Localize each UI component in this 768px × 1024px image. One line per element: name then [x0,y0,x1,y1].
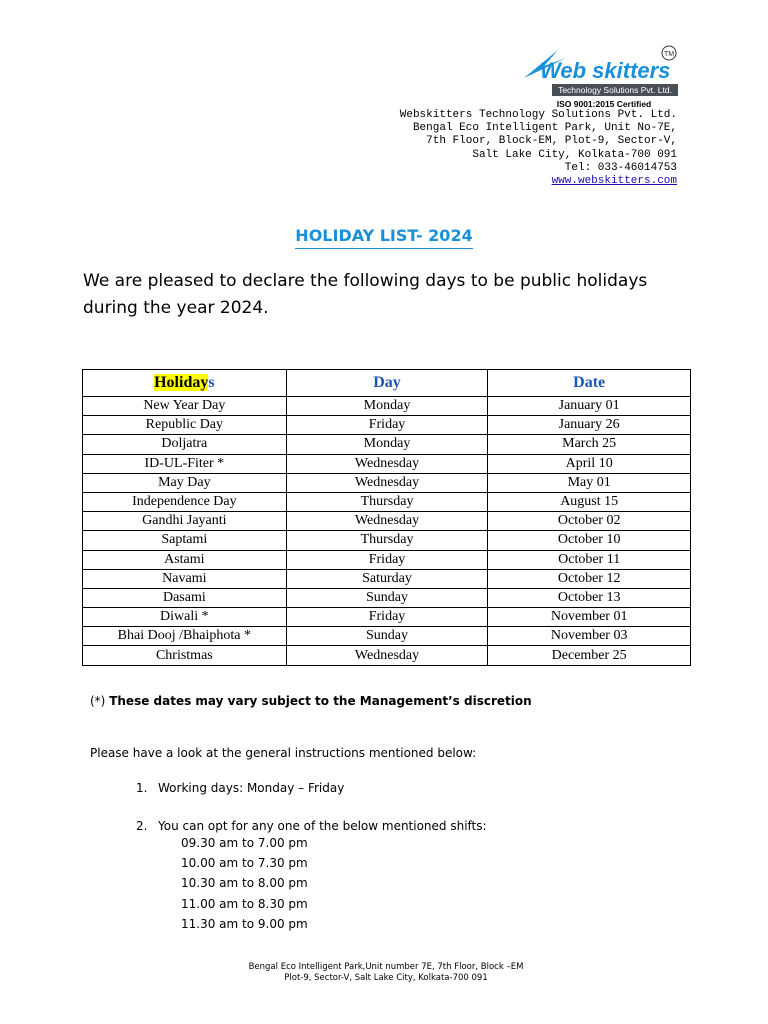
holiday-date: April 10 [488,454,691,473]
holiday-name: Doljatra [83,435,287,454]
holiday-day: Friday [286,608,488,627]
holiday-table [82,369,691,666]
table-header-row [83,370,691,397]
instruction-item-shifts [136,819,487,833]
table-row [83,397,691,416]
address-line: Salt Lake City, Kolkata-700 091 [472,148,677,161]
table-row [83,627,691,646]
holiday-name: ID-UL-Fiter * [83,454,287,473]
table-row [83,588,691,607]
shift-option: 10.30 am to 8.00 pm [181,876,308,891]
holiday-date: October 02 [488,512,691,531]
holiday-day: Wednesday [286,646,488,665]
holiday-date: March 25 [488,435,691,454]
header-date: Date [488,370,691,397]
holiday-name: Diwali * [83,608,287,627]
holiday-name: Independence Day [83,492,287,511]
table-row [83,492,691,511]
shift-option: 10.00 am to 7.30 pm [181,856,308,871]
holiday-date: August 15 [488,492,691,511]
document-title-wrap [0,226,768,249]
website-link[interactable]: www.webskitters.com [551,175,677,188]
holiday-day: Monday [286,435,488,454]
holiday-day: Wednesday [286,454,488,473]
list-number: 2. [136,819,148,833]
discretion-note [90,694,532,708]
intro-paragraph: We are pleased to declare the following days to be public holidays during the year 2024. [83,271,648,318]
address-line: Bengal Eco Intelligent Park, Unit No-7E, [412,122,677,135]
holiday-name: Dasami [83,588,287,607]
footer-line: Bengal Eco Intelligent Park,Unit number 7E, 7th Floor, Block –EM [248,962,524,972]
instruction-item-working-days [136,781,344,795]
table-row [83,416,691,435]
shift-option: 11.30 am to 9.00 pm [181,916,308,931]
holiday-day: Thursday [286,492,488,511]
holiday-day: Wednesday [286,512,488,531]
holiday-name: Navami [83,569,287,588]
holiday-day: Sunday [286,627,488,646]
holiday-name: Bhai Dooj /Bhaiphota * [83,627,287,646]
note-marker: (*) [90,694,106,708]
logo-certification: ISO 9001:2015 Certified [556,99,652,109]
holiday-date: January 26 [488,416,691,435]
table-row [83,646,691,665]
holiday-name: Astami [83,550,287,569]
holiday-day: Friday [286,550,488,569]
holiday-name: Gandhi Jayanti [83,512,287,531]
list-number: 1. [136,781,148,795]
table-row [83,454,691,473]
table-row [83,550,691,569]
holiday-date: November 01 [488,608,691,627]
holiday-name: Christmas [83,646,287,665]
holiday-date: October 12 [488,569,691,588]
holiday-date: January 01 [488,397,691,416]
header-holidays [83,370,287,397]
holiday-date: October 13 [488,588,691,607]
list-text: Working days: Monday – Friday [158,781,345,795]
table-row [83,473,691,492]
list-text: You can opt for any one of the below mentioned shifts: [158,819,487,833]
table-row [83,435,691,454]
holiday-day: Wednesday [286,473,488,492]
holiday-date: November 03 [488,627,691,646]
holiday-date: October 11 [488,550,691,569]
holiday-name: New Year Day [83,397,287,416]
instructions-intro: Please have a look at the general instructions mentioned below: [90,746,477,760]
logo-tagline: Technology Solutions Pvt. Ltd. [558,85,672,95]
shift-option: 09.30 am to 7.00 pm [181,836,308,850]
holiday-name: Republic Day [83,416,287,435]
address-line: 7th Floor, Block-EM, Plot-9, Sector-V, [426,135,677,148]
table-row [83,531,691,550]
logo-wordmark: Web skitters [540,58,671,83]
header-day: Day [286,370,488,397]
holiday-day: Monday [286,397,488,416]
holiday-day: Thursday [286,531,488,550]
header-suffix: s [208,374,215,391]
holiday-date: October 10 [488,531,691,550]
table-row [83,512,691,531]
holiday-date: May 01 [488,473,691,492]
holiday-day: Saturday [286,569,488,588]
holiday-name: May Day [83,473,287,492]
holiday-name: Saptami [83,531,287,550]
footer-line: Plot-9, Sector-V, Salt Lake City, Kolkata-700 091 [284,973,488,983]
company-logo [518,44,680,110]
phone-number: Tel: 033-46014753 [564,161,677,174]
holiday-day: Sunday [286,588,488,607]
shift-list [181,833,308,934]
holiday-day: Friday [286,416,488,435]
note-text: These dates may vary subject to the Management’s discretion [109,694,532,708]
logo-trademark: TM [663,51,675,58]
page-footer [0,962,768,984]
company-address [400,109,677,188]
address-line: Webskitters Technology Solutions Pvt. Ltd. [399,109,677,121]
table-row [83,569,691,588]
shift-option: 11.00 am to 8.30 pm [181,896,308,911]
holiday-date: December 25 [488,646,691,665]
header-highlight: Holiday [154,374,209,391]
document-title: HOLIDAY LIST- 2024 [295,226,472,249]
table-row [83,608,691,627]
